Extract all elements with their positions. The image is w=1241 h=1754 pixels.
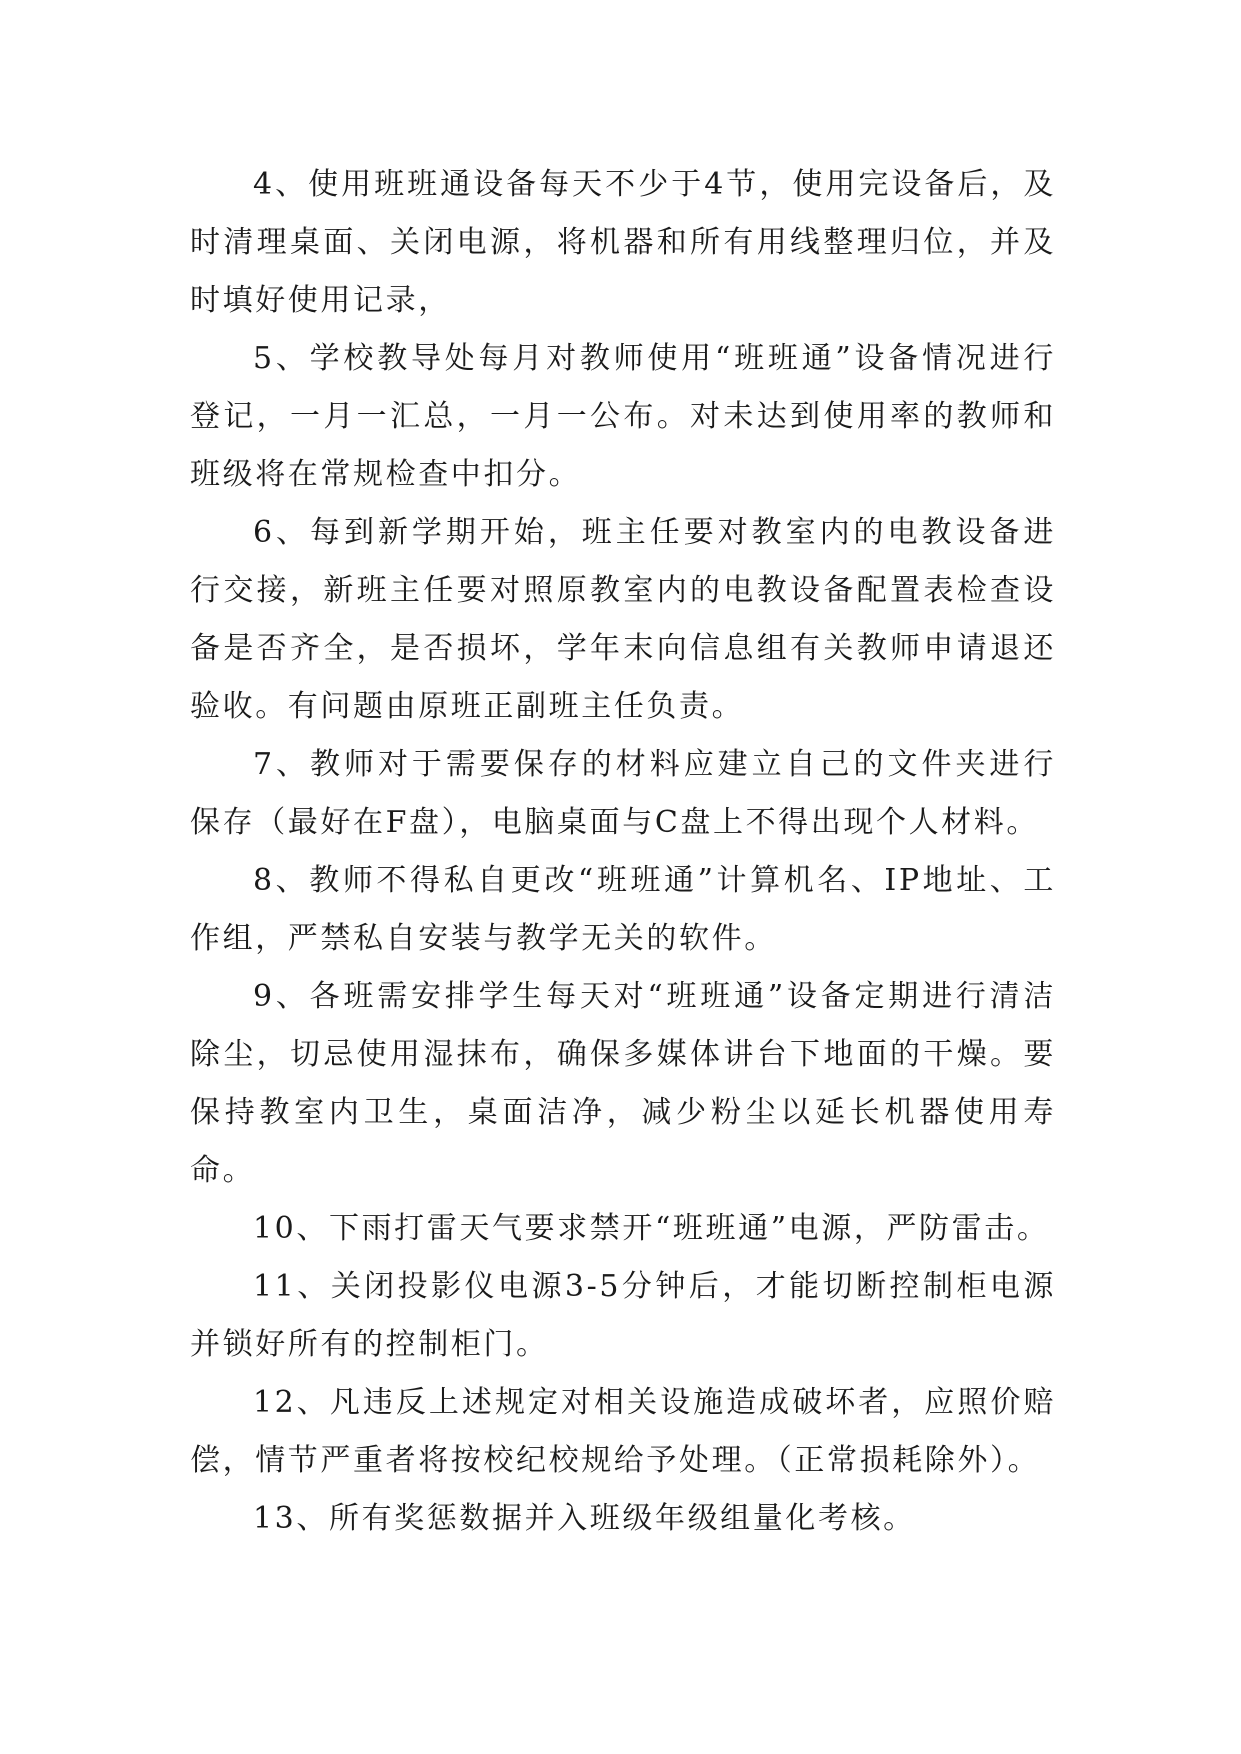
paragraph-rule-9: 9、各班需安排学生每天对“班班通”设备定期进行清洁除尘，切忌使用湿抹布，确保多媒体讲台下地面的干燥。要保持教室内卫生，桌面洁净，减少粉尘以延长机器使用寿命。 xyxy=(190,979,1056,1188)
paragraph-rule-12: 12、凡违反上述规定对相关设施造成破坏者，应照价赔偿，情节严重者将按校纪校规给予处理。（正常损耗除外）。 xyxy=(190,1385,1056,1478)
paragraph-rule-6: 6、每到新学期开始，班主任要对教室内的电教设备进行交接，新班主任要对照原教室内的电教设备配置表检查设备是否齐全，是否损坏，学年末向信息组有关教师申请退还验收。有问题由原班正副班主任负责。 xyxy=(190,515,1056,724)
paragraph-rule-7: 7、教师对于需要保存的材料应建立自己的文件夹进行保存（最好在F盘），电脑桌面与C盘上不得出现个人材料。 xyxy=(190,747,1056,840)
paragraph-rule-11: 11、关闭投影仪电源3-5分钟后，才能切断控制柜电源并锁好所有的控制柜门。 xyxy=(190,1269,1056,1362)
paragraph-rule-5: 5、学校教导处每月对教师使用“班班通”设备情况进行登记，一月一汇总，一月一公布。对未达到使用率的教师和班级将在常规检查中扣分。 xyxy=(190,341,1056,492)
paragraph-rule-8: 8、教师不得私自更改“班班通”计算机名、IP地址、工作组，严禁私自安装与教学无关的软件。 xyxy=(190,863,1056,956)
paragraph-rule-10: 10、下雨打雷天气要求禁开“班班通”电源，严防雷击。 xyxy=(253,1211,1050,1246)
paragraph-rule-13: 13、所有奖惩数据并入班级年级组量化考核。 xyxy=(253,1501,916,1536)
document-body xyxy=(190,156,1056,1548)
paragraph-rule-4: 4、使用班班通设备每天不少于4节，使用完设备后，及时清理桌面、关闭电源，将机器和所有用线整理归位，并及时填好使用记录， xyxy=(190,167,1056,318)
